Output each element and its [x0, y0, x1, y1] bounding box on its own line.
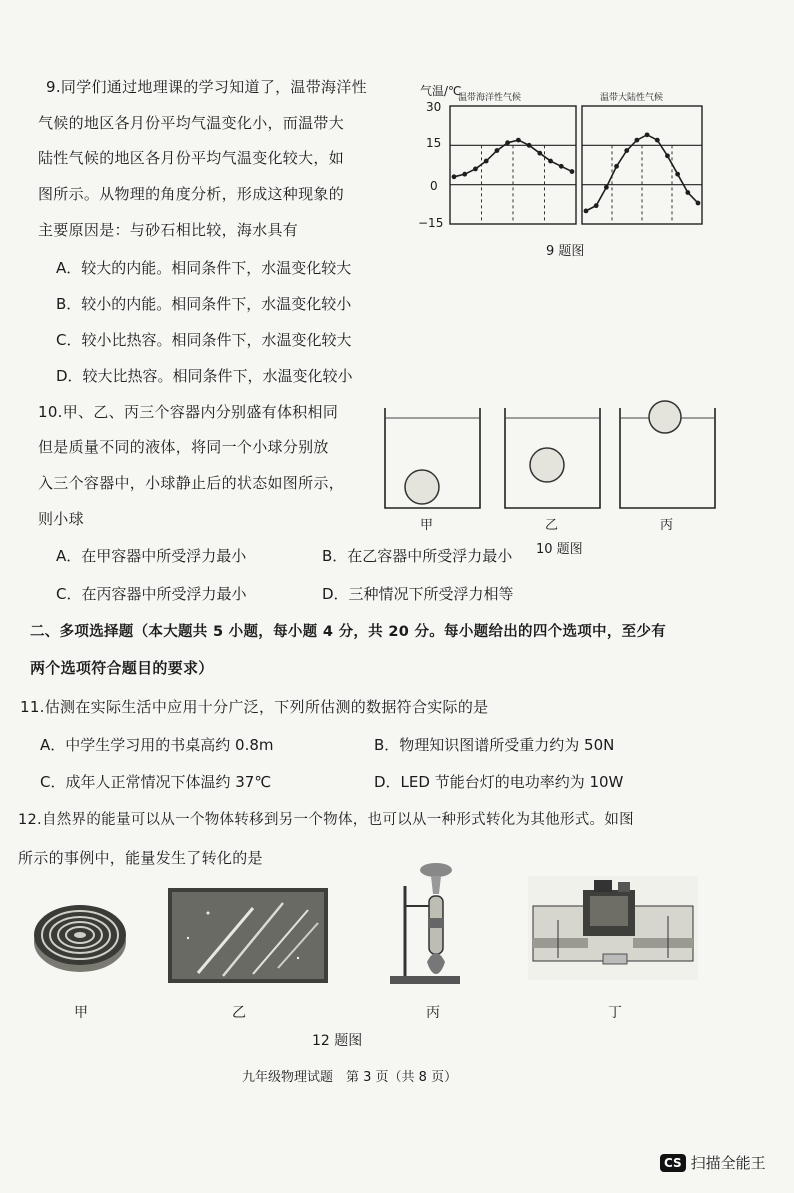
section2-heading-line-1: 二、多项选择题（本大题共 5 小题，每小题 4 分，共 20 分。每小题给出的四个选项中，至少有 — [30, 624, 667, 640]
q10-option-b: B．在乙容器中所受浮力最小 — [322, 547, 513, 565]
q12-label-bing: 丙 — [426, 1005, 440, 1021]
maritime-point-9 — [537, 151, 542, 156]
q10-label-bing: 丙 — [660, 518, 674, 533]
continental-point-8 — [655, 138, 660, 143]
q12-image-jia-coil — [30, 880, 130, 980]
maritime-point-3 — [473, 167, 478, 172]
q12-image-bing-test-tube — [385, 858, 475, 988]
scanner-brand-name: 扫描全能王 — [690, 1154, 766, 1172]
q10-line-1: 10.甲、乙、丙三个容器内分别盛有体积相同 — [38, 403, 339, 421]
q9-option-c: C．较小比热容。相同条件下，水温变化较大 — [56, 331, 352, 349]
ball-bing — [649, 401, 681, 433]
scanner-watermark — [660, 1152, 766, 1173]
q11-option-c: C．成年人正常情况下体温约 37℃ — [40, 773, 272, 791]
maritime-point-4 — [484, 159, 489, 164]
q10-option-a: A．在甲容器中所受浮力最小 — [56, 547, 247, 565]
q12-label-ding: 丁 — [608, 1005, 622, 1021]
continental-point-5 — [624, 148, 629, 153]
ball-yi — [530, 448, 564, 482]
continental-point-1 — [584, 208, 589, 213]
q11-stem: 11.估测在实际生活中应用十分广泛，下列所估测的数据符合实际的是 — [20, 698, 489, 716]
q9-chart-svg — [418, 82, 718, 262]
container-bing — [620, 401, 715, 508]
maritime-point-5 — [495, 148, 500, 153]
continental-point-4 — [614, 164, 619, 169]
q9-chart-left-title: 温带海洋性气候 — [458, 93, 522, 103]
q10-figure-svg — [380, 400, 720, 515]
maritime-point-1 — [452, 174, 457, 179]
maritime-point-10 — [548, 159, 553, 164]
maritime-point-7 — [516, 138, 521, 143]
continental-point-9 — [665, 153, 670, 158]
q12-line-2: 所示的事例中，能量发生了转化的是 — [18, 849, 263, 867]
q9-line-5: 主要原因是：与砂石相比较，海水具有 — [38, 221, 299, 239]
q11-option-d: D．LED 节能台灯的电功率约为 10W — [374, 773, 624, 791]
continental-point-6 — [635, 138, 640, 143]
q9-line-2: 气候的地区各月份平均气温变化小，而温带大 — [38, 114, 345, 132]
maritime-point-12 — [570, 169, 575, 174]
q9-figure-caption: 9 题图 — [546, 244, 585, 259]
q12-image-ding-power-plant — [528, 876, 698, 980]
continental-point-10 — [675, 172, 680, 177]
maritime-point-6 — [505, 140, 510, 145]
continental-point-12 — [696, 201, 701, 206]
q9-line-4: 图所示。从物理的角度分析，形成这种现象的 — [38, 185, 345, 203]
q9-chart-right — [582, 106, 702, 224]
scanner-logo-icon: CS — [660, 1154, 686, 1172]
q9-tick-neg15: −15 — [418, 216, 444, 230]
q10-option-c: C．在丙容器中所受浮力最小 — [56, 585, 247, 603]
q9-figure — [418, 82, 718, 262]
q10-option-d: D．三种情况下所受浮力相等 — [322, 585, 514, 603]
q12-label-yi: 乙 — [232, 1005, 246, 1021]
q9-chart-left — [450, 106, 576, 224]
q12-label-jia: 甲 — [74, 1005, 88, 1021]
q9-tick-30: 30 — [426, 100, 442, 114]
q10-line-3: 入三个容器中，小球静止后的状态如图所示， — [38, 474, 345, 492]
continental-point-11 — [685, 190, 690, 195]
q9-tick-0: 0 — [430, 179, 438, 193]
page-footer: 九年级物理试题 第 3 页（共 8 页） — [242, 1070, 458, 1085]
q10-figure-caption: 10 题图 — [536, 542, 583, 557]
q9-figure-ylabel: 气温/℃ — [420, 84, 462, 98]
ball-jia — [405, 470, 439, 504]
q11-option-a: A．中学生学习用的书桌高约 0.8m — [40, 736, 274, 754]
maritime-point-2 — [462, 172, 467, 177]
q9-line-1: 9.同学们通过地理课的学习知道了，温带海洋性 — [46, 78, 367, 96]
q10-label-yi: 乙 — [545, 518, 559, 533]
q10-label-jia: 甲 — [420, 518, 434, 533]
q10-line-4: 则小球 — [38, 510, 84, 528]
q9-tick-15: 15 — [426, 136, 442, 150]
q9-chart-right-title: 温带大陆性气候 — [600, 93, 664, 103]
q12-figure-caption: 12 题图 — [312, 1033, 363, 1049]
q9-line-3: 陆性气候的地区各月份平均气温变化较大，如 — [38, 149, 345, 167]
q12-line-1: 12.自然界的能量可以从一个物体转移到另一个物体，也可以从一种形式转化为其他形式。如图 — [18, 812, 634, 828]
maritime-point-11 — [559, 164, 564, 169]
q9-option-d: D．较大比热容。相同条件下，水温变化较小 — [56, 367, 353, 385]
section2-heading-line-2: 两个选项符合题目的要求） — [30, 659, 214, 677]
continental-point-7 — [645, 132, 650, 137]
q9-option-a: A．较大的内能。相同条件下，水温变化较大 — [56, 259, 352, 277]
continental-point-3 — [604, 185, 609, 190]
q9-option-b: B．较小的内能。相同条件下，水温变化较小 — [56, 295, 352, 313]
q11-option-b: B．物理知识图谱所受重力约为 50N — [374, 736, 615, 754]
q10-line-2: 但是质量不同的液体，将同一个小球分别放 — [38, 438, 329, 456]
q12-image-yi-meteor — [168, 888, 328, 983]
maritime-point-8 — [527, 143, 532, 148]
container-jia — [385, 408, 480, 508]
continental-point-2 — [594, 203, 599, 208]
container-yi — [505, 408, 600, 508]
